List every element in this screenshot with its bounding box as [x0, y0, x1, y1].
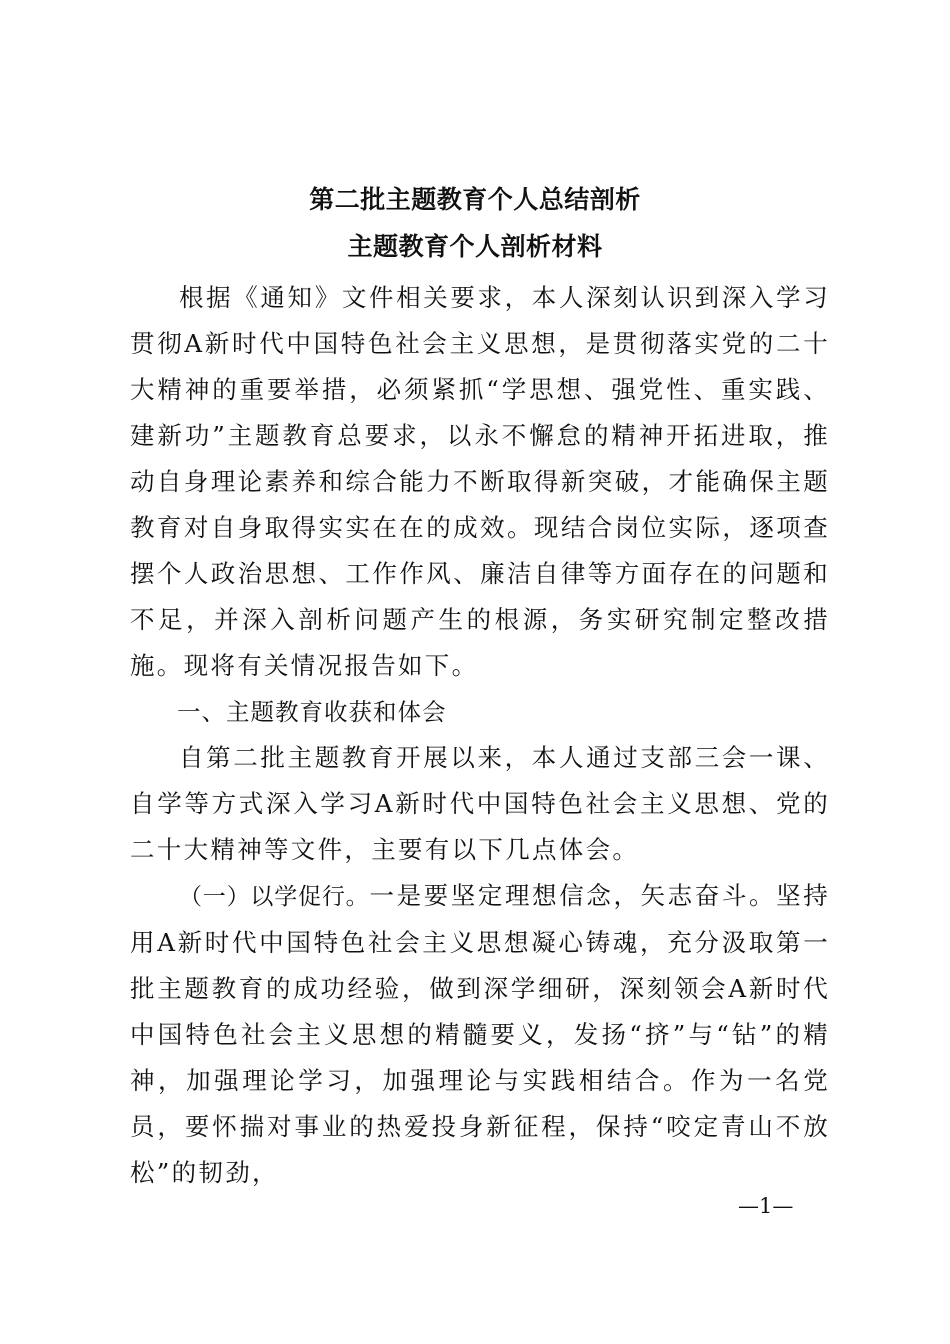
document-title: 第二批主题教育个人总结剖析 [309, 185, 641, 214]
subsection-heading: （一）以学促行。 [179, 884, 370, 910]
document-body [130, 275, 830, 1196]
intro-paragraph: 根据《通知》文件相关要求，本人深刻认识到深入学习贯彻A新时代中国特色社会主义思想，是贯彻落实党的二十大精神的重要举措，必须紧抓“学思想、强党性、重实践、建新功”主题教育总要求，以永不懈怠的精神开拓进取，推动自身理论素养和综合能力不断取得新突破，才能确保主题教育对自身取得实实在在的成效。现结合岗位实际，逐项查摆个人政治思想、工作作风、廉洁自律等方面存在的问题和不足，并深入剖析问题产生的根源，务实研究制定整改措施。现将有关情况报告如下。 [130, 283, 830, 680]
section-heading: 一、主题教育收获和体会 [177, 698, 447, 726]
section-paragraph: 自第二批主题教育开展以来，本人通过支部三会一课、自学等方式深入学习A新时代中国特色社会主义思想、党的二十大精神等文件，主要有以下几点体会。 [130, 743, 830, 864]
subsection-paragraph [130, 873, 830, 1196]
document-subtitle: 主题教育个人剖析材料 [347, 232, 603, 261]
subsection-text: 一是要坚定理想信念，矢志奋斗。坚持用A新时代中国特色社会主义思想凝心铸魂，充分汲取第一批主题教育的成功经验，做到深学细研，深刻领会A新时代中国特色社会主义思想的精髓要义，发扬“挤”与“钻”的精神，加强理论学习，加强理论与实践相结合。作为一名党员，要怀揣对事业的热爱投身新征程，保持“咬定青山不放松”的韧劲， [130, 881, 830, 1187]
page-number: —1— [738, 1194, 794, 1218]
